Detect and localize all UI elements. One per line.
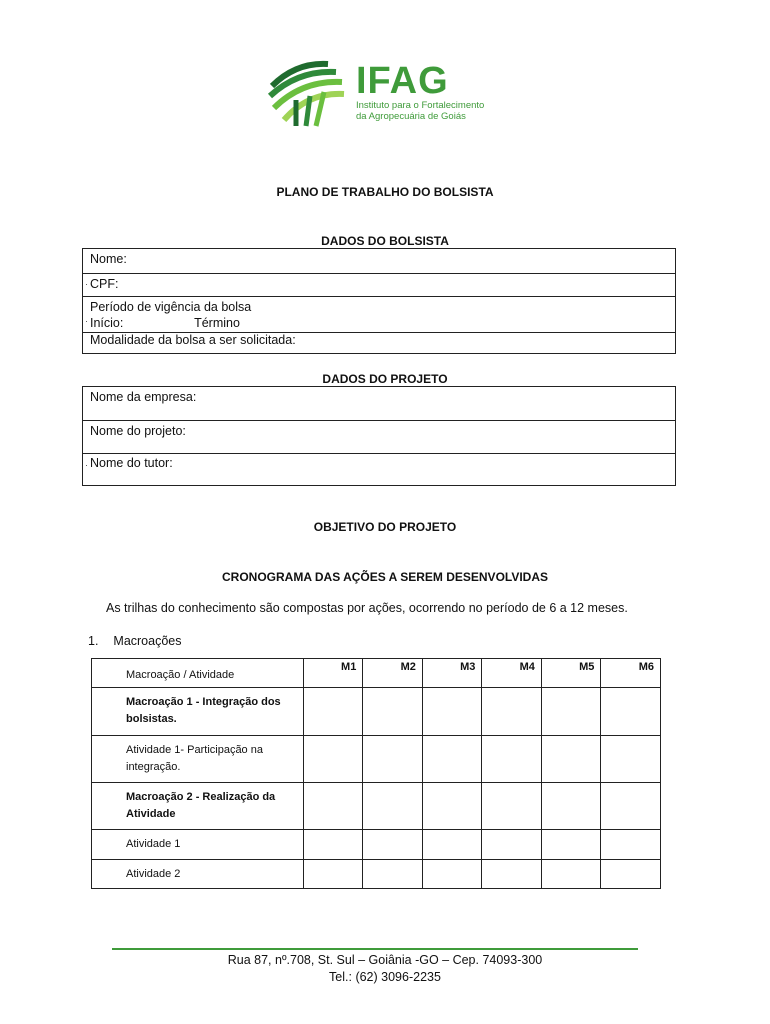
month-cell <box>601 688 661 736</box>
month-cell <box>363 783 423 830</box>
month-cell <box>482 688 542 736</box>
objetivo-heading: OBJETIVO DO PROJETO <box>313 520 457 534</box>
month-cell <box>422 830 482 860</box>
nome-projeto-row <box>83 421 675 454</box>
nome-projeto-label: Nome do projeto: <box>90 424 186 438</box>
logo-brand: IFAG <box>356 60 449 102</box>
month-cell <box>601 736 661 783</box>
month-cell <box>422 783 482 830</box>
month-cell <box>363 830 423 860</box>
ifag-leaf-icon <box>266 56 348 128</box>
projeto-table <box>82 386 676 486</box>
bolsista-heading: DADOS DO BOLSISTA <box>321 234 449 248</box>
tick-mark: · <box>85 279 88 289</box>
table-row <box>92 830 661 860</box>
cronograma-intro: As trilhas do conhecimento são compostas por ações, ocorrendo no período de 6 a 12 meses. <box>106 601 628 615</box>
row-label: Atividade 1- Participação na integração. <box>92 736 304 783</box>
month-cell <box>303 736 363 783</box>
tutor-row <box>83 454 675 485</box>
month-cell <box>363 860 423 889</box>
month-cell <box>541 860 601 889</box>
cpf-label: CPF: <box>90 277 119 291</box>
table-row <box>92 860 661 889</box>
month-cell <box>601 783 661 830</box>
footer-address: Rua 87, nº.708, St. Sul – Goiânia -GO – Cep. 74093-300 <box>227 953 543 967</box>
month-cell <box>541 736 601 783</box>
termino-label: Término <box>194 316 240 330</box>
macroacoes-list-item <box>88 634 182 648</box>
empresa-label: Nome da empresa: <box>90 390 197 404</box>
empresa-row <box>83 387 675 421</box>
modalidade-row <box>83 333 675 353</box>
month-cell <box>482 830 542 860</box>
month-header-m1: M1 <box>303 659 363 688</box>
tick-mark: · <box>85 460 88 470</box>
cronograma-table <box>91 658 661 889</box>
row-label: Atividade 1 <box>92 830 304 860</box>
cpf-row <box>83 274 675 297</box>
logo-subtitle-1: Instituto para o Fortalecimento <box>356 100 485 111</box>
periodo-label: Período de vigência da bolsa <box>90 300 252 314</box>
month-cell <box>363 736 423 783</box>
month-header-m6: M6 <box>601 659 661 688</box>
month-cell <box>422 860 482 889</box>
list-number: 1. <box>88 634 99 648</box>
nome-label: Nome: <box>90 252 127 266</box>
month-cell <box>541 830 601 860</box>
tick-mark: · <box>85 316 88 326</box>
projeto-heading: DADOS DO PROJETO <box>322 372 448 386</box>
month-cell <box>541 783 601 830</box>
header-cell: Macroação / Atividade <box>92 659 304 688</box>
month-cell <box>601 830 661 860</box>
row-label: Macroação 1 - Integração dos bolsistas. <box>92 688 304 736</box>
month-cell <box>601 860 661 889</box>
table-header-row <box>92 659 661 688</box>
table-row <box>92 736 661 783</box>
month-cell <box>363 688 423 736</box>
periodo-row <box>83 297 675 333</box>
month-header-m5: M5 <box>541 659 601 688</box>
document-title: PLANO DE TRABALHO DO BOLSISTA <box>276 185 494 199</box>
cronograma-heading: CRONOGRAMA DAS AÇÕES A SEREM DESENVOLVIDAS <box>221 570 549 584</box>
tutor-label: Nome do tutor: <box>90 456 173 470</box>
logo-subtitle-2: da Agropecuária de Goiás <box>356 111 466 122</box>
month-cell <box>482 736 542 783</box>
row-label: Atividade 2 <box>92 860 304 889</box>
list-label: Macroações <box>113 634 182 648</box>
inicio-label: Início: <box>90 316 124 330</box>
month-cell <box>303 688 363 736</box>
month-cell <box>303 783 363 830</box>
month-cell <box>482 860 542 889</box>
month-cell <box>303 830 363 860</box>
table-row <box>92 783 661 830</box>
month-header-m2: M2 <box>363 659 423 688</box>
month-header-m3: M3 <box>422 659 482 688</box>
nome-row <box>83 249 675 274</box>
month-cell <box>422 736 482 783</box>
month-cell <box>541 688 601 736</box>
logo-text <box>356 62 484 122</box>
month-cell <box>303 860 363 889</box>
bolsista-table <box>82 248 676 354</box>
periodo-dates <box>85 315 675 331</box>
row-label: Macroação 2 - Realização da Atividade <box>92 783 304 830</box>
footer-phone: Tel.: (62) 3096-2235 <box>329 970 441 984</box>
month-header-m4: M4 <box>482 659 542 688</box>
month-cell <box>482 783 542 830</box>
table-row <box>92 688 661 736</box>
modalidade-label: Modalidade da bolsa a ser solicitada: <box>90 333 296 347</box>
footer-divider <box>112 948 638 950</box>
month-cell <box>422 688 482 736</box>
